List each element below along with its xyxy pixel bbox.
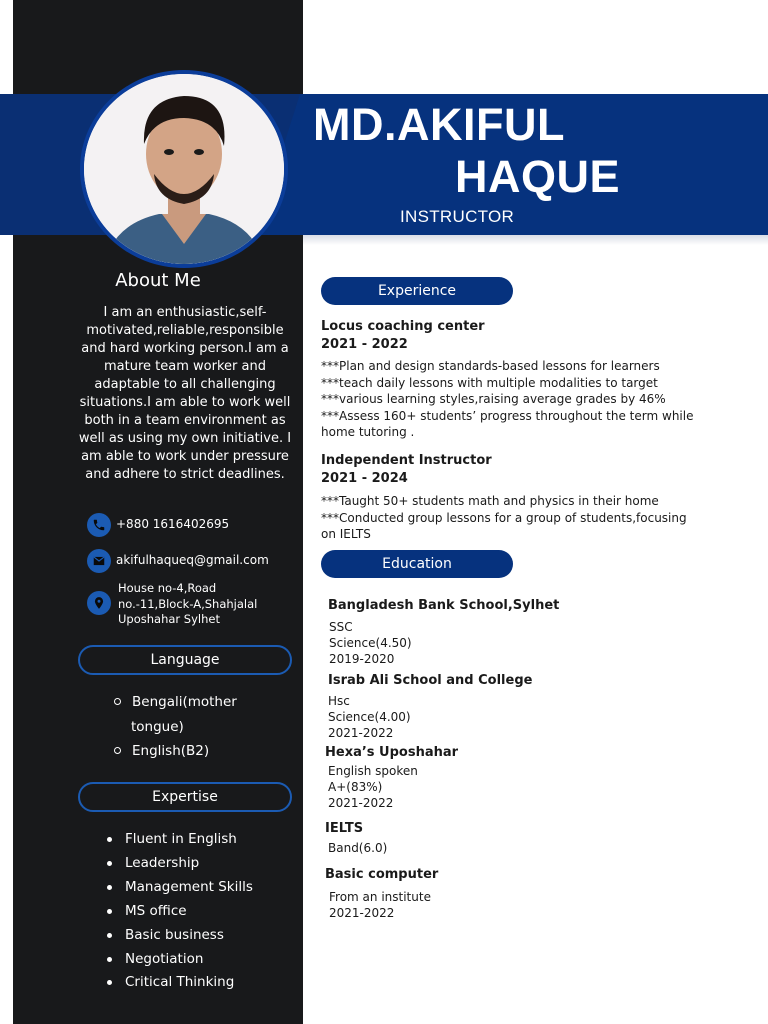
- list-item-continuation: tongue): [131, 718, 184, 735]
- job-title: INSTRUCTOR: [400, 207, 515, 226]
- job-line: ***Plan and design standards-based lessons for learners: [321, 359, 660, 373]
- job-org: Locus coaching center: [321, 319, 485, 334]
- detail-line: 2021-2022: [329, 906, 395, 920]
- job-line: ***various learning styles,raising average grades by 46%: [321, 392, 666, 406]
- banner-shadow: [303, 235, 768, 245]
- job-period: 2021 - 2024: [321, 471, 408, 486]
- job-description: [321, 358, 701, 441]
- detail-line: 2021-2022: [328, 726, 394, 740]
- list-item: Fluent in English: [107, 828, 253, 852]
- detail-line: Band(6.0): [328, 841, 388, 855]
- address: [118, 581, 257, 628]
- email-icon: [87, 549, 111, 573]
- list-item: Leadership: [107, 852, 253, 876]
- list-item: Management Skills: [107, 876, 253, 900]
- job-period: 2021 - 2022: [321, 337, 408, 352]
- list-item: Critical Thinking: [107, 971, 253, 995]
- job-line: ***Assess 160+ students’ progress throughout the term while: [321, 408, 694, 423]
- job-line: on IELTS: [321, 527, 371, 541]
- job-line: ***Taught 50+ students math and physics in their home: [321, 494, 659, 508]
- list-item: Negotiation: [107, 948, 253, 972]
- detail-line: SSC: [329, 620, 353, 634]
- list-item: Basic business: [107, 924, 253, 948]
- detail-line: 2019-2020: [329, 652, 395, 666]
- job-org: Independent Instructor: [321, 453, 492, 468]
- address-line: Uposhahar Sylhet: [118, 612, 220, 626]
- job-line: home tutoring .: [321, 425, 415, 439]
- school-details: [328, 840, 708, 856]
- school-name: Israb Ali School and College: [328, 673, 533, 688]
- job-description: [321, 493, 701, 543]
- detail-line: English spoken: [328, 764, 418, 778]
- address-line: House no-4,Road: [118, 581, 217, 595]
- address-line: no.-11,Block-A,Shahjalal: [118, 596, 258, 611]
- about-heading: About Me: [115, 270, 201, 291]
- detail-line: From an institute: [329, 890, 431, 904]
- email-address[interactable]: akifulhaqueq@gmail.com: [116, 553, 269, 567]
- profile-photo: [80, 70, 288, 268]
- phone-number[interactable]: +880 1616402695: [116, 517, 230, 531]
- school-name: IELTS: [325, 821, 364, 836]
- school-details: [328, 693, 708, 741]
- school-name: Hexa’s Uposhahar: [325, 745, 459, 760]
- school-name: Basic computer: [325, 867, 439, 882]
- school-details: [329, 619, 709, 667]
- experience-heading: Experience: [321, 277, 513, 305]
- detail-line: Science(4.00): [328, 710, 411, 724]
- about-text: I am an enthusiastic,self-motivated,reliable,responsible and hard working person.I am a mature team worker and adaptable to all challenging situations.I am able to work well both in a team environment as well as using my own initiative. I am able to work under pressure and adhere to strict deadlines.: [78, 305, 292, 482]
- school-details: [329, 889, 709, 921]
- language-list: [114, 690, 237, 764]
- list-item: Bengali(mother: [114, 690, 237, 715]
- detail-line: Hsc: [328, 694, 350, 708]
- expertise-list: [107, 828, 253, 995]
- name-last: HAQUE: [455, 151, 621, 202]
- detail-line: A+(83%): [328, 780, 383, 794]
- job-line: ***Conducted group lessons for a group of students,focusing: [321, 510, 687, 525]
- job-line: ***teach daily lessons with multiple modalities to target: [321, 375, 658, 390]
- name-first: MD.AKIFUL: [313, 99, 565, 150]
- detail-line: Science(4.50): [329, 636, 412, 650]
- school-details: [328, 763, 708, 811]
- language-heading: Language: [78, 645, 292, 675]
- profile-photo-illustration: [84, 74, 284, 264]
- detail-line: 2021-2022: [328, 796, 394, 810]
- school-name: Bangladesh Bank School,Sylhet: [328, 598, 560, 613]
- phone-icon: [87, 513, 111, 537]
- education-heading: Education: [321, 550, 513, 578]
- list-item: MS office: [107, 900, 253, 924]
- expertise-heading: Expertise: [78, 782, 292, 812]
- location-icon: [87, 591, 111, 615]
- list-item: English(B2): [114, 739, 237, 764]
